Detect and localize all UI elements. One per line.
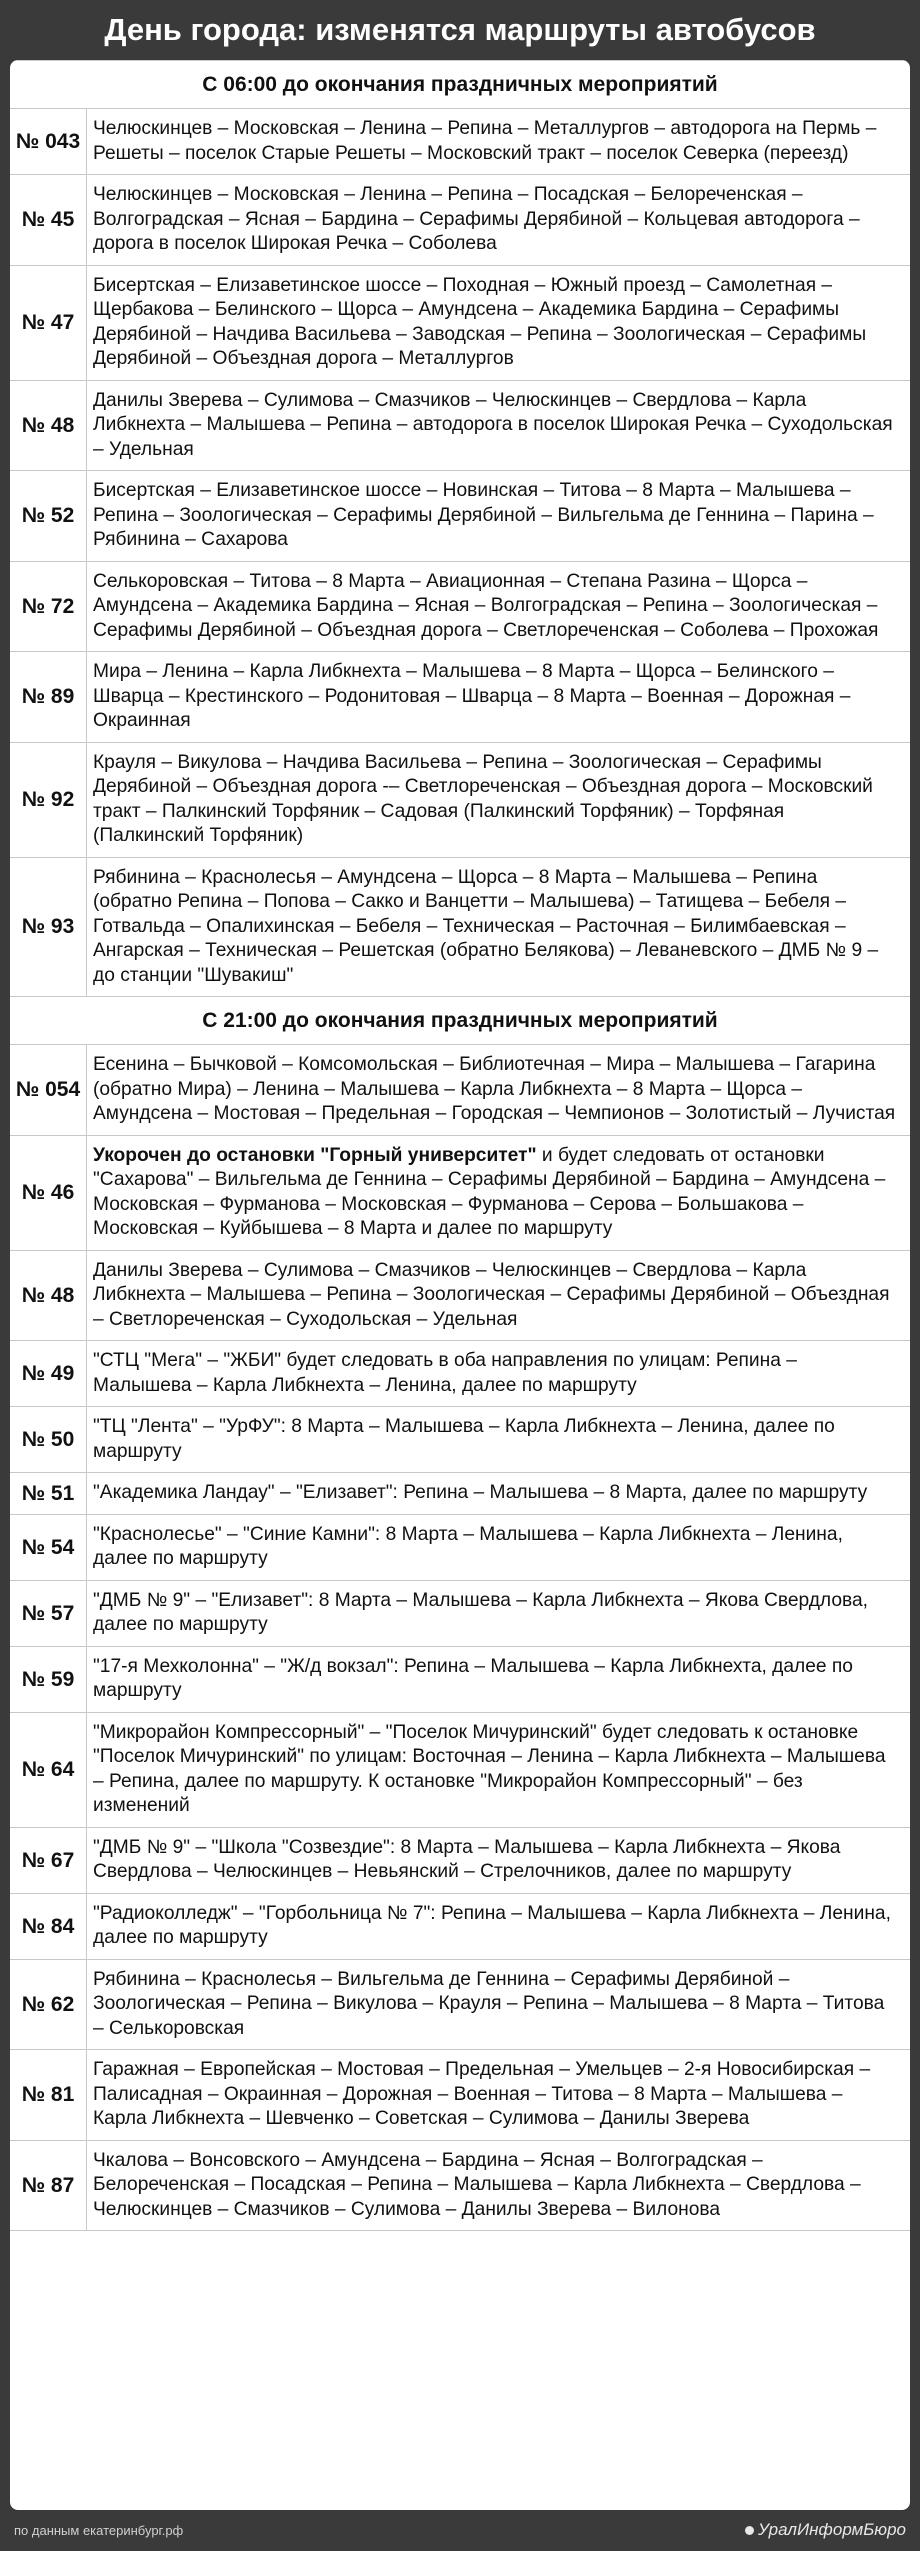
- route-text: и будет следовать от остановки "Сахарова" – Вильгельма де Геннина – Серафимы Дерябиной – Бардина – Амундсена – Московская – Фурманова – Московская – Фурманова – Серова – Большакова – Московская – Куйбышева – 8 Марта и далее по маршруту: [93, 1144, 886, 1239]
- route-number: № 93: [10, 857, 87, 997]
- route-row: [10, 742, 910, 857]
- route-number: № 52: [10, 471, 87, 562]
- route-description: Челюскинцев – Московская – Ленина – Репина – Металлургов – автодорога на Пермь – Решеты – поселок Старые Решеты – Московский тракт – поселок Северка (переезд): [87, 109, 911, 175]
- brand-name: УралИнформБюро: [757, 2520, 906, 2539]
- section-heading: С 21:00 до окончания праздничных мероприятий: [10, 997, 910, 1045]
- route-description: Рябинина – Краснолесья – Амундсена – Щорса – 8 Марта – Малышева – Репина (обратно Репина – Попова – Сакко и Ванцетти – Малышева) – Татищева – Бебеля – Готвальда – Опалихинская – Бебеля – Техническая – Расточная – Билимбаевская – Ангарская – Техническая – Решетская (обратно Белякова) – Леваневского – ДМБ № 9 – до станции "Шувакиш": [87, 857, 911, 997]
- route-number: № 59: [10, 1646, 87, 1712]
- route-number: № 51: [10, 1473, 87, 1515]
- route-description: Бисертская – Елизаветинское шоссе – Новинская – Титова – 8 Марта – Малышева – Репина – Зоологическая – Серафимы Дерябиной – Вильгельма де Геннина – Парина – Рябинина – Сахарова: [87, 471, 911, 562]
- route-description: Бисертская – Елизаветинское шоссе – Походная – Южный проезд – Самолетная – Щербакова – Белинского – Щорса – Амундсена – Академика Бардина – Серафимы Дерябиной – Начдива Васильева – Заводская – Репина – Зоологическая – Серафимы Дерябиной – Объездная дорога – Металлургов: [87, 265, 911, 380]
- route-number: № 054: [10, 1045, 87, 1136]
- route-description: "ДМБ № 9" – "Елизавет": 8 Марта – Малышева – Карла Либкнехта – Якова Свердлова, далее по маршруту: [87, 1580, 911, 1646]
- route-row: [10, 1341, 910, 1407]
- routes-table: [10, 60, 910, 2231]
- route-number: № 57: [10, 1580, 87, 1646]
- route-row: [10, 175, 910, 266]
- route-description: Крауля – Викулова – Начдива Васильева – Репина – Зоологическая – Серафимы Дерябиной – Объездная дорога -– Светлореченская – Объездная дорога – Московский тракт – Палкинский Торфяник – Садовая (Палкинский Торфяник) – Торфяная (Палкинский Торфяник): [87, 742, 911, 857]
- section-heading-row: [10, 61, 910, 109]
- route-row: [10, 265, 910, 380]
- route-note-bold: Укорочен до остановки "Горный университет": [93, 1144, 537, 1166]
- route-number: № 92: [10, 742, 87, 857]
- section-heading: С 06:00 до окончания праздничных мероприятий: [10, 61, 910, 109]
- route-number: № 48: [10, 380, 87, 471]
- route-row: [10, 561, 910, 652]
- route-row: [10, 380, 910, 471]
- route-description: "СТЦ "Мега" – "ЖБИ" будет следовать в оба направления по улицам: Репина – Малышева – Карла Либкнехта – Ленина, далее по маршруту: [87, 1341, 911, 1407]
- route-number: № 043: [10, 109, 87, 175]
- route-description: Есенина – Бычковой – Комсомольская – Библиотечная – Мира – Малышева – Гагарина (обратно Мира) – Ленина – Малышева – Карла Либкнехта – 8 Марта – Щорса – Амундсена – Мостовая – Предельная – Городская – Чемпионов – Золотистый – Лучистая: [87, 1045, 911, 1136]
- route-row: [10, 1250, 910, 1341]
- footer: [0, 2510, 920, 2551]
- route-number: № 48: [10, 1250, 87, 1341]
- route-description: [87, 1135, 911, 1250]
- route-number: № 46: [10, 1135, 87, 1250]
- route-description: Челюскинцев – Московская – Ленина – Репина – Посадская – Белореченская – Волгоградская – Ясная – Бардина – Серафимы Дерябиной – Кольцевая автодорога – дорога в поселок Широкая Речка – Соболева: [87, 175, 911, 266]
- route-number: № 47: [10, 265, 87, 380]
- route-number: № 89: [10, 652, 87, 743]
- route-description: Гаражная – Европейская – Мостовая – Предельная – Умельцев – 2-я Новосибирская – Палисадная – Окраинная – Дорожная – Военная – Титова – 8 Марта – Малышева – Карла Либкнехта – Шевченко – Советская – Сулимова – Данилы Зверева: [87, 2050, 911, 2141]
- route-description: Селькоровская – Титова – 8 Марта – Авиационная – Степана Разина – Щорса – Амундсена – Академика Бардина – Ясная – Волгоградская – Репина – Зоологическая – Серафимы Дерябиной – Объездная дорога – Светлореченская – Соболева – Прохожая: [87, 561, 911, 652]
- route-row: [10, 1580, 910, 1646]
- route-number: № 84: [10, 1893, 87, 1959]
- route-number: № 81: [10, 2050, 87, 2141]
- route-description: Рябинина – Краснолесья – Вильгельма де Геннина – Серафимы Дерябиной – Зоологическая – Репина – Викулова – Крауля – Репина – Малышева – 8 Марта – Титова – Селькоровская: [87, 1959, 911, 2050]
- route-number: № 54: [10, 1514, 87, 1580]
- route-description: "Краснолесье" – "Синие Камни": 8 Марта – Малышева – Карла Либкнехта – Ленина, далее по маршруту: [87, 1514, 911, 1580]
- route-description: Данилы Зверева – Сулимова – Смазчиков – Челюскинцев – Свердлова – Карла Либкнехта – Малышева – Репина – автодорога в поселок Широкая Речка – Суходольская – Удельная: [87, 380, 911, 471]
- route-row: [10, 2140, 910, 2231]
- route-number: № 64: [10, 1712, 87, 1827]
- route-row: [10, 1827, 910, 1893]
- route-row: [10, 652, 910, 743]
- route-description: Мира – Ленина – Карла Либкнехта – Малышева – 8 Марта – Щорса – Белинского – Шварца – Крестинского – Родонитовая – Шварца – 8 Марта – Военная – Дорожная – Окраинная: [87, 652, 911, 743]
- route-row: [10, 1959, 910, 2050]
- route-description: "ДМБ № 9" – "Школа "Созвездие": 8 Марта – Малышева – Карла Либкнехта – Якова Свердлова – Челюскинцев – Невьянский – Стрелочников, далее по маршруту: [87, 1827, 911, 1893]
- route-row: [10, 471, 910, 562]
- route-number: № 72: [10, 561, 87, 652]
- route-row: [10, 1045, 910, 1136]
- route-row: [10, 1712, 910, 1827]
- route-number: № 50: [10, 1407, 87, 1473]
- route-row: [10, 2050, 910, 2141]
- route-description: Чкалова – Вонсовского – Амундсена – Бардина – Ясная – Волгоградская – Белореченская – Посадская – Репина – Малышева – Карла Либкнехта – Свердлова – Челюскинцев – Смазчиков – Сулимова – Данилы Зверева – Вилонова: [87, 2140, 911, 2231]
- route-number: № 45: [10, 175, 87, 266]
- brand-logo: [745, 2520, 906, 2540]
- route-number: № 62: [10, 1959, 87, 2050]
- section-heading-row: [10, 997, 910, 1045]
- route-description: "Микрорайон Компрессорный" – "Поселок Мичуринский" будет следовать к остановке "Поселок Мичуринский" по улицам: Восточная – Ленина – Карла Либкнехта – Малышева – Репина, далее по маршруту. К остановке "Микрорайон Компрессорный" – без изменений: [87, 1712, 911, 1827]
- route-number: № 49: [10, 1341, 87, 1407]
- route-row: [10, 1135, 910, 1250]
- route-row: [10, 109, 910, 175]
- route-number: № 67: [10, 1827, 87, 1893]
- route-row: [10, 1514, 910, 1580]
- route-description: "Радиоколледж" – "Горбольница № 7": Репина – Малышева – Карла Либкнехта – Ленина, далее по маршруту: [87, 1893, 911, 1959]
- routes-card: [10, 60, 910, 2510]
- brand-dot-icon: [745, 2526, 754, 2535]
- routes-table-body: [10, 61, 910, 2231]
- route-description: "ТЦ "Лента" – "УрФУ": 8 Марта – Малышева – Карла Либкнехта – Ленина, далее по маршруту: [87, 1407, 911, 1473]
- source-note: по данным екатеринбург.рф: [14, 2523, 184, 2538]
- route-row: [10, 1646, 910, 1712]
- route-description: "17-я Мехколонна" – "Ж/д вокзал": Репина – Малышева – Карла Либкнехта, далее по маршруту: [87, 1646, 911, 1712]
- route-description: Данилы Зверева – Сулимова – Смазчиков – Челюскинцев – Свердлова – Карла Либкнехта – Малышева – Репина – Зоологическая – Серафимы Дерябиной – Объездная – Светлореченская – Суходольская – Удельная: [87, 1250, 911, 1341]
- route-row: [10, 857, 910, 997]
- route-row: [10, 1473, 910, 1515]
- route-row: [10, 1893, 910, 1959]
- route-row: [10, 1407, 910, 1473]
- route-description: "Академика Ландау" – "Елизавет": Репина – Малышева – 8 Марта, далее по маршруту: [87, 1473, 911, 1515]
- route-number: № 87: [10, 2140, 87, 2231]
- page-title: День города: изменятся маршруты автобусов: [104, 12, 816, 47]
